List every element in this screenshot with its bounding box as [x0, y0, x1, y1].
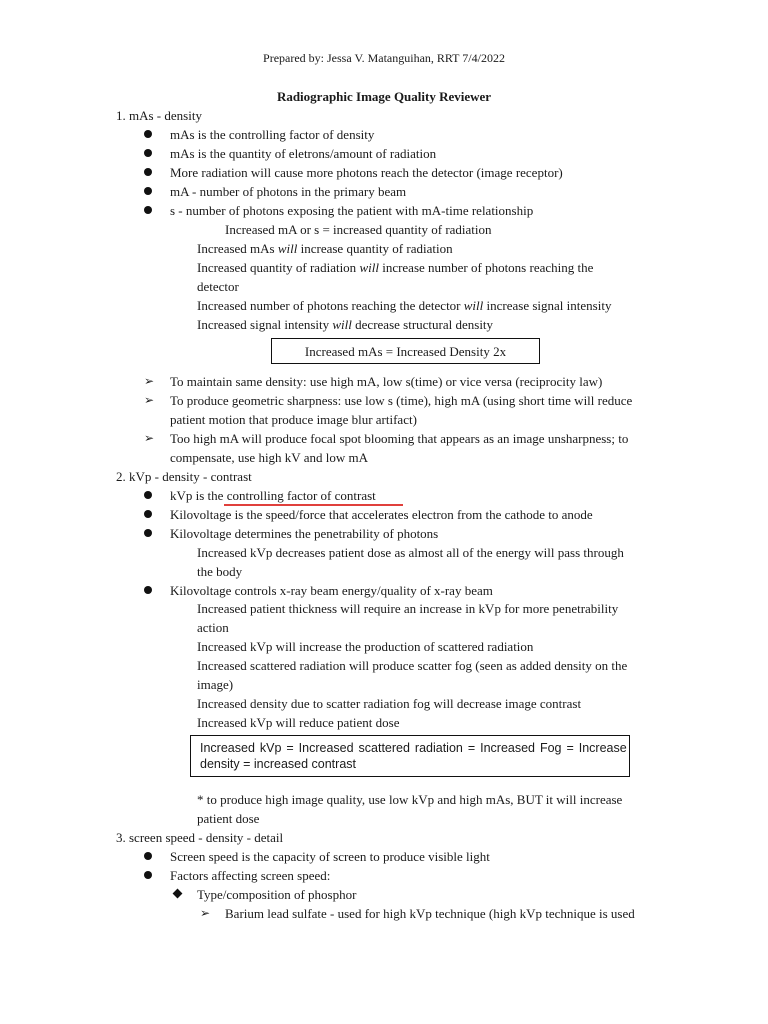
- s2-note-line1: * to produce high image quality, use low kVp and high mAs, BUT it will increase: [197, 792, 623, 807]
- s2-sub1-line1: Increased kVp decreases patient dose as almost all of the energy will pass through: [197, 545, 624, 560]
- section-3-heading: 3. screen speed - density - detail: [116, 830, 284, 845]
- s3-bullet-2: Factors affecting screen speed:: [170, 868, 331, 883]
- arrow-bullet-icon: ➢: [144, 431, 155, 445]
- s1-summary-text: Increased mAs = Increased Density 2x: [304, 344, 507, 359]
- s1-bullet-5: s - number of photons exposing the patient with mA-time relationship: [170, 203, 534, 218]
- s2-bullet-2: Kilovoltage is the speed/force that accelerates electron from the cathode to anode: [170, 507, 593, 522]
- section-2-heading: 2. kVp - density - contrast: [116, 469, 252, 484]
- arrow-bullet-icon: ➢: [200, 906, 211, 920]
- s1-arrow-3: Too high mA will produce focal spot blooming that appears as an image unsharpness; to: [170, 431, 629, 446]
- diamond-bullet-icon: [173, 889, 183, 899]
- s3-diamond-item: Type/composition of phosphor: [197, 887, 357, 902]
- s2-sub2-line1: Increased patient thickness will require an increase in kVp for more penetrability: [197, 601, 619, 616]
- bullet-icon: [144, 168, 152, 176]
- bullet-icon: [144, 491, 152, 499]
- s2-bullet-4: Kilovoltage controls x-ray beam energy/quality of x-ray beam: [170, 583, 493, 598]
- s2-summary-line2: density = increased contrast: [200, 757, 356, 771]
- bullet-icon: [144, 510, 152, 518]
- s1-chain-3: detector: [197, 279, 239, 294]
- s2-sub2-line2: action: [197, 620, 229, 635]
- s2-sub1-line2: the body: [197, 564, 243, 579]
- s2-summary-line1: Increased kVp = Increased scattered radiation = Increased Fog = Increase: [200, 741, 627, 755]
- s1-bullet-1: mAs is the controlling factor of density: [170, 127, 375, 142]
- s1-chain-4: Increased number of photons reaching the detector will increase signal intensity: [197, 298, 612, 313]
- bullet-icon: [144, 187, 152, 195]
- s2-sub2-line7: Increased kVp will reduce patient dose: [197, 715, 400, 730]
- s2-bullet-3: Kilovoltage determines the penetrability of photons: [170, 526, 439, 541]
- s1-chain-2: Increased quantity of radiation will increase number of photons reaching the: [197, 260, 594, 275]
- s3-arrow-item: Barium lead sulfate - used for high kVp technique (high kVp technique is used: [225, 906, 635, 921]
- bullet-icon: [144, 529, 152, 537]
- s2-bullet-1: kVp is the controlling factor of contrast: [170, 488, 376, 503]
- bullet-icon: [144, 852, 152, 860]
- arrow-bullet-icon: ➢: [144, 374, 155, 388]
- bullet-icon: [144, 206, 152, 214]
- s1-arrow-2: To produce geometric sharpness: use low s (time), high mA (using short time will reduce: [170, 393, 633, 408]
- s3-bullet-1: Screen speed is the capacity of screen to produce visible light: [170, 849, 490, 864]
- s1-bullet-3: More radiation will cause more photons reach the detector (image receptor): [170, 165, 563, 180]
- prepared-by: Prepared by: Jessa V. Matanguihan, RRT 7/4/2022: [263, 51, 505, 65]
- s2-sub2-line4: Increased scattered radiation will produce scatter fog (seen as added density on the: [197, 658, 628, 673]
- arrow-bullet-icon: ➢: [144, 393, 155, 407]
- bullet-icon: [144, 130, 152, 138]
- s2-sub2-line3: Increased kVp will increase the production of scattered radiation: [197, 639, 534, 654]
- s1-summary-box: [271, 338, 540, 364]
- bullet-icon: [144, 149, 152, 157]
- s2-note-line2: patient dose: [197, 811, 260, 826]
- s1-sub-center: Increased mA or s = increased quantity of radiation: [225, 222, 492, 237]
- s1-arrow-1: To maintain same density: use high mA, low s(time) or vice versa (reciprocity law): [170, 374, 603, 389]
- s1-chain-1: Increased mAs will increase quantity of radiation: [197, 241, 453, 256]
- bullet-icon: [144, 586, 152, 594]
- s1-arrow-2-cont: patient motion that produce image blur artifact): [170, 412, 417, 427]
- s1-bullet-2: mAs is the quantity of eletrons/amount of radiation: [170, 146, 437, 161]
- section-1-heading: 1. mAs - density: [116, 108, 202, 123]
- document-title: Radiographic Image Quality Reviewer: [276, 89, 492, 104]
- s2-summary-box: [190, 735, 630, 777]
- s2-sub2-line6: Increased density due to scatter radiation fog will decrease image contrast: [197, 696, 582, 711]
- bullet-icon: [144, 871, 152, 879]
- s1-arrow-3-cont: compensate, use high kV and low mA: [170, 450, 368, 465]
- s1-chain-5: Increased signal intensity will decrease structural density: [197, 317, 494, 332]
- s2-sub2-line5: image): [197, 677, 234, 692]
- s1-bullet-4: mA - number of photons in the primary beam: [170, 184, 407, 199]
